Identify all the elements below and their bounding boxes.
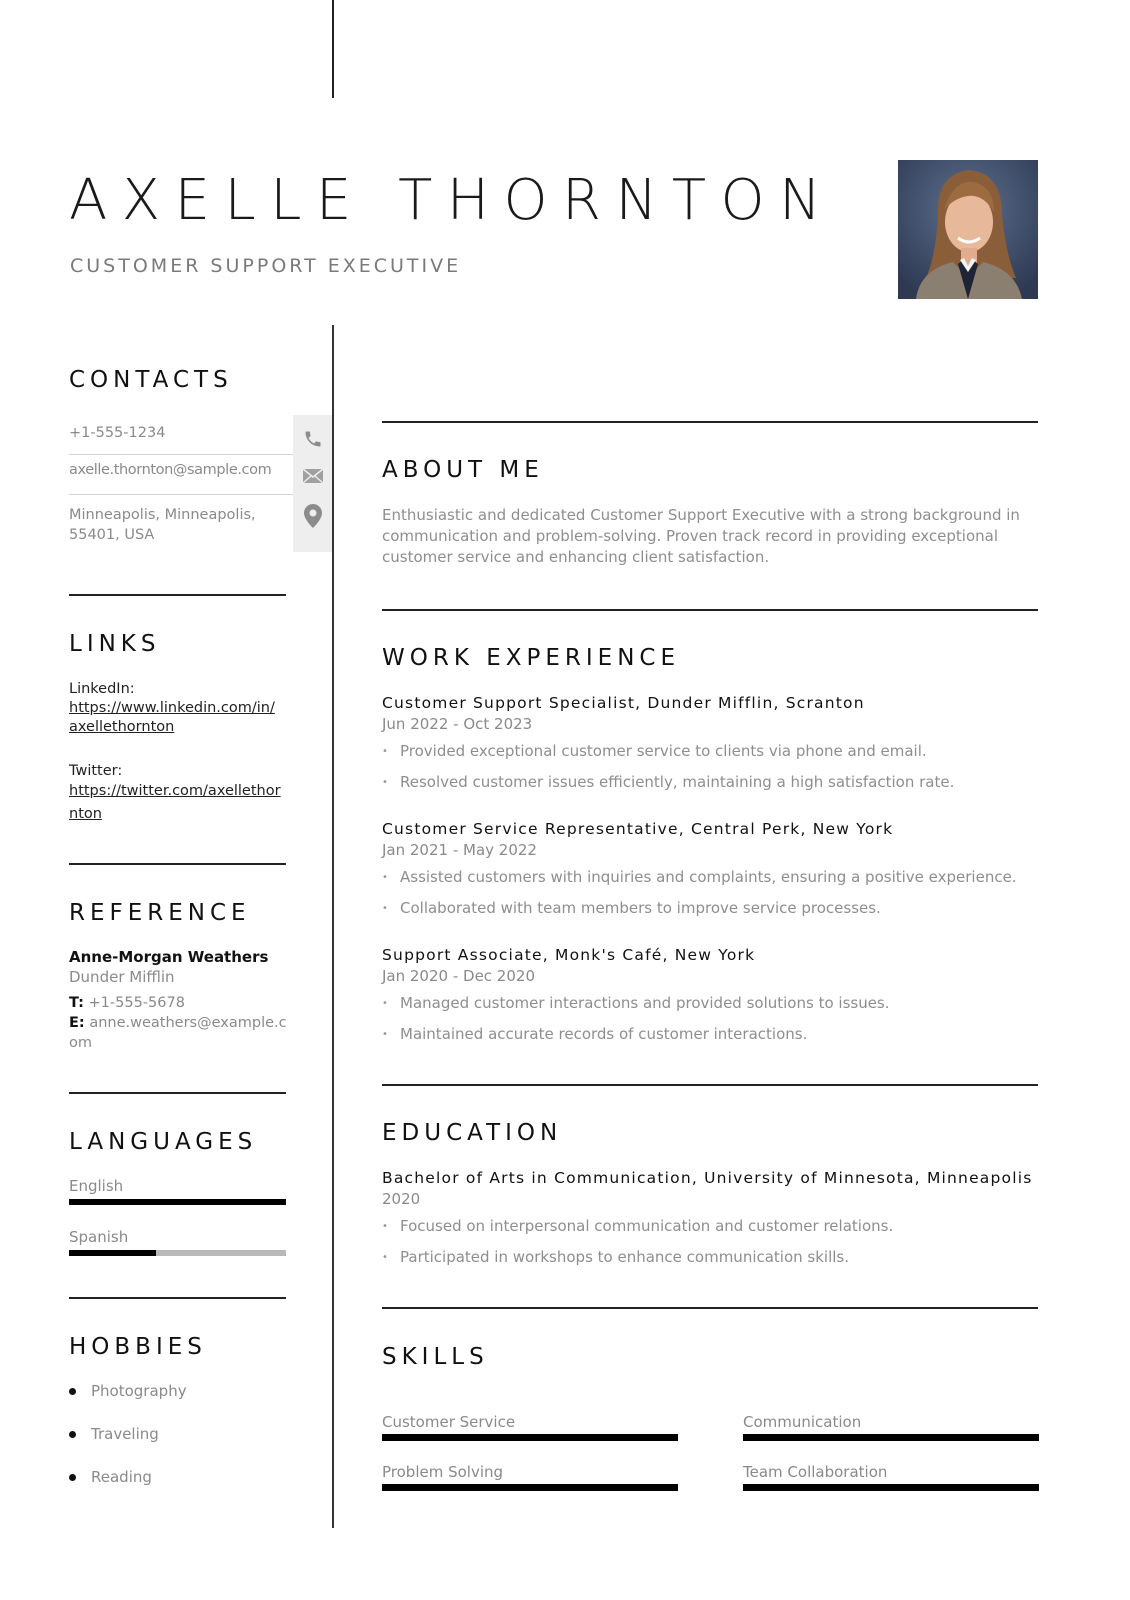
job-bullet: • Provided exceptional customer service to clients via phone and email. [382, 742, 927, 760]
reference-phone-row [69, 993, 289, 1013]
language-english-label: English [69, 1177, 124, 1195]
contacts-heading: CONTACTS [69, 367, 233, 393]
reference-email-row [69, 1013, 289, 1053]
bullet-dot-icon [69, 1388, 76, 1395]
reference-company: Dunder Mifflin [69, 968, 175, 986]
reference-phone: +1-555-5678 [88, 995, 185, 1011]
candidate-title: CUSTOMER SUPPORT EXECUTIVE [70, 255, 462, 277]
reference-email-label: E: [69, 1015, 85, 1031]
hobby-label: Traveling [91, 1425, 159, 1443]
skill-label: Team Collaboration [743, 1463, 888, 1481]
portrait-image [898, 160, 1038, 299]
language-english-bar [69, 1199, 286, 1205]
bullet-dot-icon [69, 1431, 76, 1438]
section-divider [382, 1084, 1038, 1086]
hobby-item [69, 1425, 159, 1443]
hobbies-heading: HOBBIES [69, 1334, 207, 1360]
education-year: 2020 [382, 1190, 421, 1208]
reference-phone-label: T: [69, 995, 84, 1011]
candidate-name: AXELLE THORNTON [69, 168, 836, 233]
job-dates: Jan 2021 - May 2022 [382, 841, 537, 859]
bullet-dot-icon [69, 1474, 76, 1481]
linkedin-label: LinkedIn: [69, 681, 135, 697]
language-english-fill [69, 1199, 286, 1205]
section-divider [69, 1092, 286, 1094]
twitter-link[interactable]: https://twitter.com/axellethornton [69, 783, 281, 822]
job-bullet: • Maintained accurate records of customer interactions. [382, 1025, 808, 1043]
column-divider-line [332, 325, 334, 1528]
bullet-dot-icon: • [382, 1029, 388, 1040]
experience-heading: WORK EXPERIENCE [382, 645, 681, 671]
about-heading: ABOUT ME [382, 457, 544, 483]
reference-name: Anne-Morgan Weathers [69, 948, 269, 966]
reference-email: anne.weathers@example.com [69, 1015, 287, 1051]
education-bullet: • Focused on interpersonal communication and customer relations. [382, 1217, 894, 1235]
job-dates: Jan 2020 - Dec 2020 [382, 967, 535, 985]
education-degree: Bachelor of Arts in Communication, University of Minnesota, Minneapolis [382, 1169, 1033, 1187]
bullet-dot-icon: • [382, 1221, 388, 1232]
skills-heading: SKILLS [382, 1344, 489, 1370]
job-title: Support Associate, Monk's Café, New York [382, 946, 756, 964]
hobby-label: Photography [91, 1382, 187, 1400]
contact-address: Minneapolis, Minneapolis, 55401, USA [69, 507, 256, 543]
links-heading: LINKS [69, 631, 161, 657]
job-title: Customer Service Representative, Central Perk, New York [382, 820, 894, 838]
contact-separator [69, 494, 293, 495]
job-dates: Jun 2022 - Oct 2023 [382, 715, 533, 733]
contact-separator [69, 454, 293, 455]
job-title: Customer Support Specialist, Dunder Mifflin, Scranton [382, 694, 865, 712]
top-divider-line [332, 0, 334, 98]
hobby-label: Reading [91, 1468, 152, 1486]
skill-bar [382, 1434, 678, 1441]
contact-email: axelle.thornton@sample.com [69, 462, 272, 478]
language-spanish-label: Spanish [69, 1228, 129, 1246]
skill-label: Communication [743, 1413, 862, 1431]
job-bullet: • Collaborated with team members to improve service processes. [382, 899, 881, 917]
bullet-dot-icon: • [382, 872, 388, 883]
education-bullet: • Participated in workshops to enhance communication skills. [382, 1248, 850, 1266]
bullet-dot-icon: • [382, 903, 388, 914]
reference-heading: REFERENCE [69, 900, 251, 926]
about-text: Enthusiastic and dedicated Customer Support Executive with a strong background in communication and problem-solving. Proven track record in providing exceptional customer service and enhancing client satisfaction. [382, 506, 1020, 566]
job-bullet: • Resolved customer issues efficiently, maintaining a high satisfaction rate. [382, 773, 955, 791]
section-divider [69, 1297, 286, 1299]
profile-photo [898, 160, 1038, 299]
bullet-dot-icon: • [382, 746, 388, 757]
map-pin-icon [293, 499, 332, 533]
languages-heading: LANGUAGES [69, 1129, 258, 1155]
job-bullet: • Assisted customers with inquiries and complaints, ensuring a positive experience. [382, 868, 1017, 886]
contact-phone: +1-555-1234 [69, 425, 166, 441]
language-spanish-bar [69, 1250, 286, 1256]
hobby-item [69, 1382, 187, 1400]
skill-bar [382, 1484, 678, 1491]
skill-bar [743, 1484, 1039, 1491]
linkedin-link[interactable]: https://www.linkedin.com/in/axellethornton [69, 700, 275, 735]
section-divider [382, 421, 1038, 423]
section-divider [382, 1307, 1038, 1309]
section-divider [382, 609, 1038, 611]
skill-label: Customer Service [382, 1413, 516, 1431]
hobby-item [69, 1468, 152, 1486]
skill-label: Problem Solving [382, 1463, 504, 1481]
education-heading: EDUCATION [382, 1120, 563, 1146]
bullet-dot-icon: • [382, 1252, 388, 1263]
bullet-dot-icon: • [382, 998, 388, 1009]
twitter-label: Twitter: [69, 763, 123, 779]
skill-bar [743, 1434, 1039, 1441]
section-divider [69, 863, 286, 865]
bullet-dot-icon: • [382, 777, 388, 788]
section-divider [69, 594, 286, 596]
language-spanish-fill [69, 1250, 156, 1256]
job-bullet: • Managed customer interactions and provided solutions to issues. [382, 994, 890, 1012]
